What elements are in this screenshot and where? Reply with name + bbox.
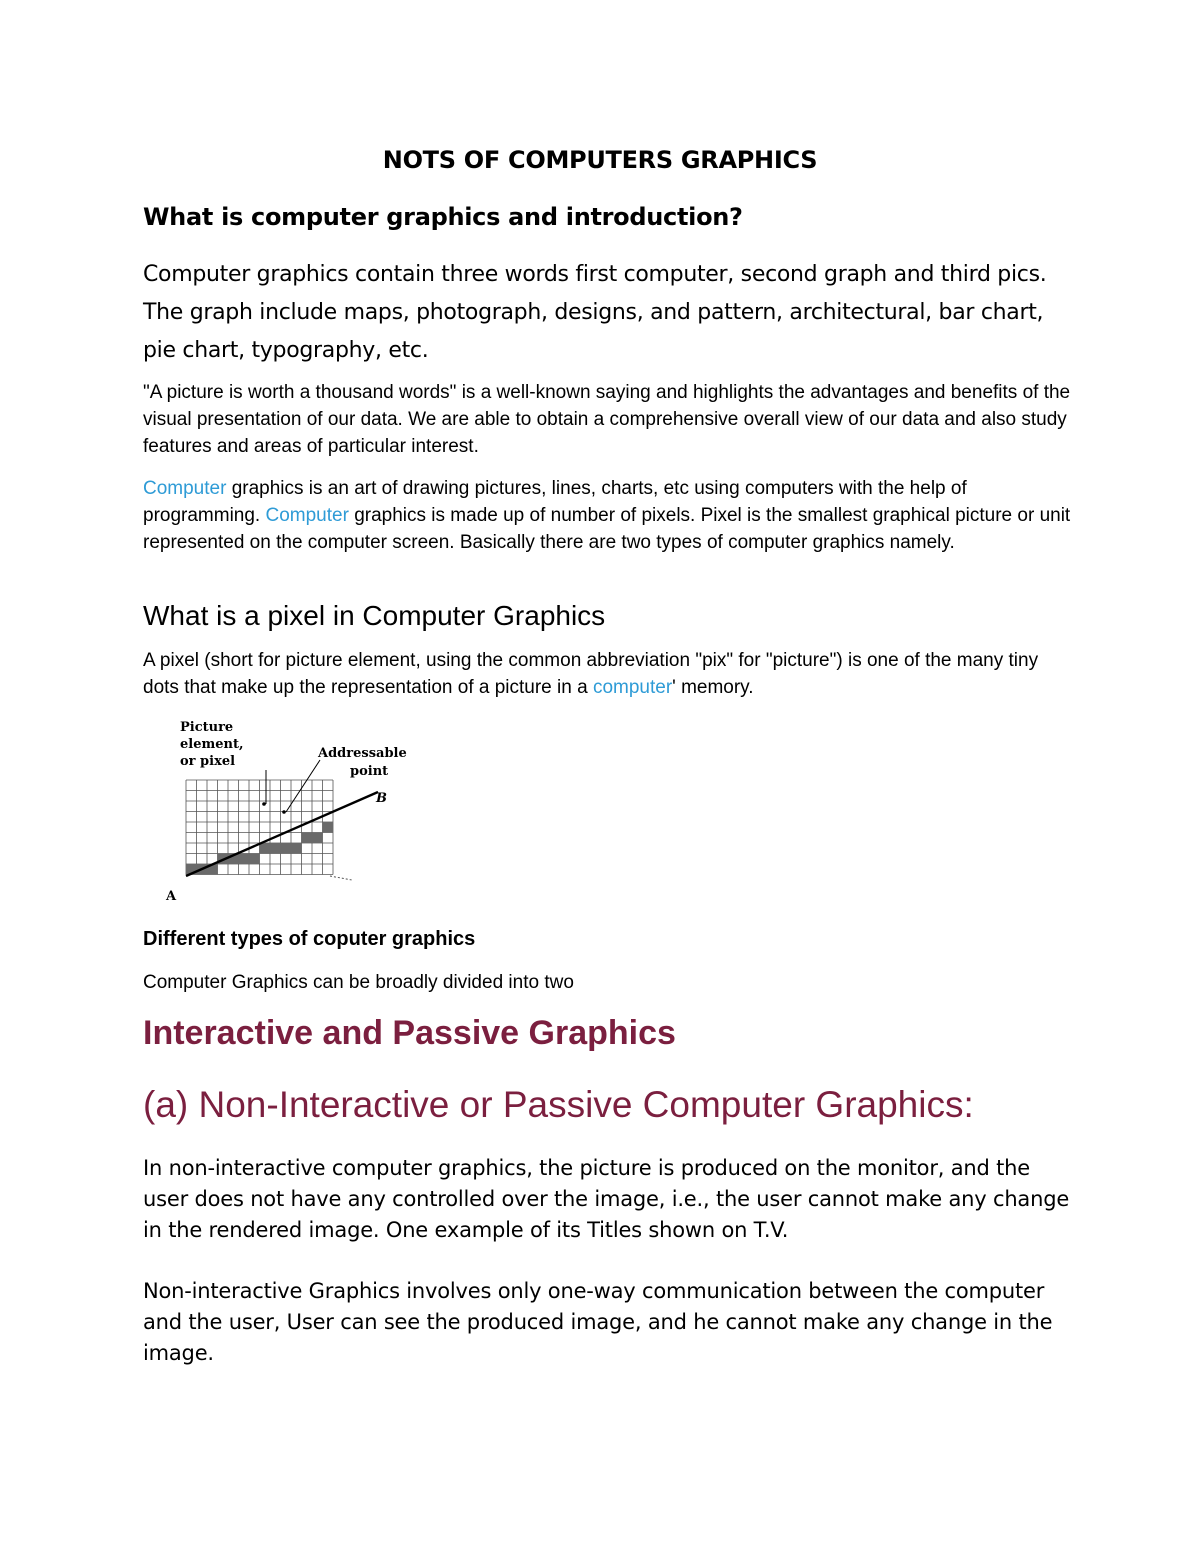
types-text: Computer Graphics can be broadly divided into two [143,972,574,993]
definition-paragraph [143,475,1073,556]
pixel-heading: What is a pixel in Computer Graphics [143,600,606,631]
pixel-paragraph [143,647,1073,701]
label-picture: Picture [180,720,234,735]
line-a-to-b [186,792,378,876]
non-interactive-heading: (a) Non-Interactive or Passive Computer Graphics: [143,1084,974,1125]
shaded-pixel [249,854,260,865]
non-interactive-paragraph-1: In non-interactive computer graphics, the picture is produced on the monitor, and the user does not have any controlled over the image, i.e., the user cannot make any change in the rendered image. One example of its Titles shown on T.V. [143,1156,1070,1242]
computer-link[interactable]: Computer [143,478,227,499]
addressable-point-dot [282,810,286,814]
definition-text-2: graphics is made up of number of pixels. Pixel is the smallest graphical picture or unit represented on the computer screen. Basically there are two types of computer graphics namely. [143,505,1071,553]
shaded-pixel [270,843,281,854]
quote-paragraph: "A picture is worth a thousand words" is a well-known saying and highlights the advantages and benefits of the visual presentation of our data. We are able to obtain a comprehensive overall view of our data and also study features and areas of particular interest. [143,382,1071,457]
label-element: element, [180,737,244,752]
label-addressable: Addressable [318,746,407,761]
shaded-pixel [260,843,271,854]
interactive-passive-heading: Interactive and Passive Graphics [143,1014,676,1052]
document-title: NOTS OF COMPUTERS GRAPHICS [382,146,818,174]
definition-text-1: graphics is an art of drawing pictures, lines, charts, etc using computers with the help of programming. [143,478,967,526]
shaded-pixel [281,843,292,854]
label-or-pixel: or pixel [180,754,236,769]
shaded-pixel [291,843,302,854]
shaded-pixel [312,833,323,844]
shaded-pixel [323,822,334,833]
pixel-text-1: A pixel (short for picture element, using the common abbreviation "pix" for "picture") is one of the many tiny dots that make up the representation of a picture in a [143,650,1039,698]
pixel-text-2: ' memory. [672,677,754,698]
intro-heading: What is computer graphics and introduction? [143,203,743,231]
label-point: point [350,764,389,779]
label-a: A [166,889,177,904]
computer-link[interactable]: computer [592,677,673,698]
pixel-dot [262,802,266,806]
dotted-extension [330,876,352,880]
shaded-pixel [302,833,313,844]
label-b: B [376,791,387,806]
pixel-grid-figure [160,714,460,904]
non-interactive-paragraph-2: Non-interactive Graphics involves only one-way communication between the computer and the user, User can see the produced image, and he cannot make any change in the image. [143,1279,1053,1365]
shaded-pixel [239,854,250,865]
intro-paragraph: Computer graphics contain three words first computer, second graph and third pics. The graph include maps, photograph, designs, and pattern, architectural, bar chart, pie chart, typography, etc. [143,262,1047,363]
types-heading: Different types of coputer graphics [143,928,476,950]
computer-link[interactable]: Computer [265,505,349,526]
